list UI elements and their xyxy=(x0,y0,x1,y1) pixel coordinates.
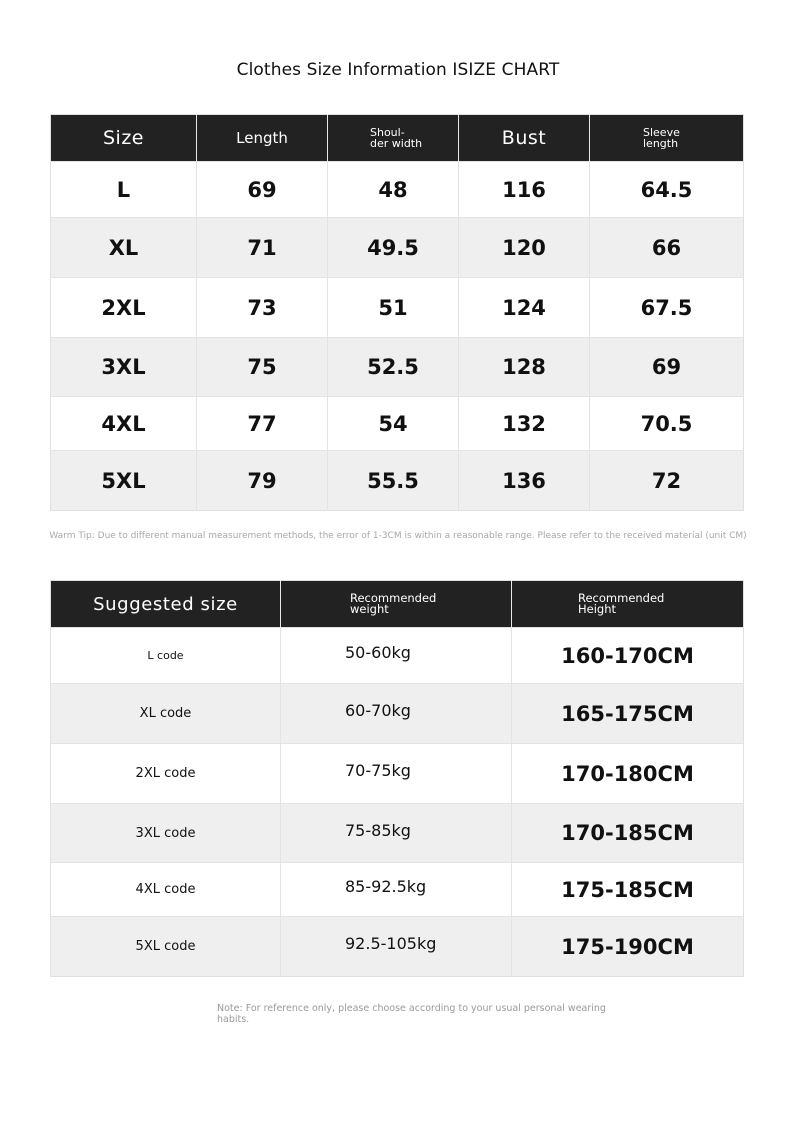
weight-value: 60-70kg xyxy=(345,701,411,720)
cell-code: 2XL code xyxy=(51,744,281,804)
cell-shoulder: 48 xyxy=(328,162,459,218)
weight-value: 75-85kg xyxy=(345,820,411,840)
header-suggested-size: Suggested size xyxy=(51,581,281,628)
cell-bust: 132 xyxy=(459,397,590,451)
cell-height: 170-185CM xyxy=(512,804,744,863)
header-shoulder-line1: Shoul- xyxy=(370,126,405,139)
header-shoulder-line2: der width xyxy=(370,137,423,150)
cell-size: 5XL xyxy=(51,451,197,511)
table-row xyxy=(51,218,744,278)
header-sleeve-line1: Sleeve xyxy=(643,126,680,139)
cell-size: XL xyxy=(51,218,197,278)
header-shoulder-width xyxy=(328,115,459,162)
cell-code: 5XL code xyxy=(51,917,281,977)
size-table-header-row xyxy=(51,115,744,162)
cell-bust: 120 xyxy=(459,218,590,278)
table-row xyxy=(51,628,744,684)
header-sleeve-length xyxy=(590,115,744,162)
reference-note: Note: For reference only, please choose according to your usual personal wearing habits. xyxy=(217,1003,606,1025)
cell-shoulder: 52.5 xyxy=(328,338,459,397)
cell-shoulder: 55.5 xyxy=(328,451,459,511)
cell-sleeve: 69 xyxy=(590,338,744,397)
cell-sleeve: 67.5 xyxy=(590,278,744,338)
table-row xyxy=(51,338,744,397)
warm-tip: Warm Tip: Due to different manual measurement methods, the error of 1-3CM is within a reasonable range. Please refer to the received material (unit CM) xyxy=(49,531,747,541)
header-height-line1: Recommended xyxy=(578,591,665,605)
suggest-table-header-row xyxy=(51,581,744,628)
cell-size: L xyxy=(51,162,197,218)
table-row xyxy=(51,451,744,511)
table-row xyxy=(51,804,744,863)
cell-weight xyxy=(281,744,512,804)
cell-code: 4XL code xyxy=(51,863,281,917)
table-row xyxy=(51,863,744,917)
cell-code: 3XL code xyxy=(51,804,281,863)
weight-value: 85-92.5kg xyxy=(345,877,427,896)
header-weight-line1: Recommended xyxy=(350,591,437,605)
cell-bust: 116 xyxy=(459,162,590,218)
cell-height: 175-185CM xyxy=(512,863,744,917)
cell-length: 79 xyxy=(197,451,328,511)
header-weight-line2: weight xyxy=(350,602,389,616)
cell-weight xyxy=(281,917,512,977)
cell-size: 2XL xyxy=(51,278,197,338)
table-row xyxy=(51,684,744,744)
suggested-size-table xyxy=(50,580,744,977)
header-bust: Bust xyxy=(459,115,590,162)
cell-size: 3XL xyxy=(51,338,197,397)
table-row xyxy=(51,917,744,977)
cell-weight xyxy=(281,628,512,684)
header-recommended-height xyxy=(512,581,744,628)
cell-sleeve: 72 xyxy=(590,451,744,511)
weight-value: 70-75kg xyxy=(345,761,411,780)
cell-height: 175-190CM xyxy=(512,917,744,977)
cell-code: L code xyxy=(51,628,281,684)
cell-length: 71 xyxy=(197,218,328,278)
cell-weight xyxy=(281,684,512,744)
table-row xyxy=(51,162,744,218)
cell-shoulder: 51 xyxy=(328,278,459,338)
cell-sleeve: 70.5 xyxy=(590,397,744,451)
page-title: Clothes Size Information ISIZE CHART xyxy=(236,60,560,80)
cell-shoulder: 49.5 xyxy=(328,218,459,278)
cell-sleeve: 64.5 xyxy=(590,162,744,218)
cell-weight xyxy=(281,804,512,863)
header-length: Length xyxy=(197,115,328,162)
cell-length: 69 xyxy=(197,162,328,218)
cell-height: 160-170CM xyxy=(512,628,744,684)
cell-length: 75 xyxy=(197,338,328,397)
cell-height: 170-180CM xyxy=(512,744,744,804)
table-row xyxy=(51,744,744,804)
cell-shoulder: 54 xyxy=(328,397,459,451)
cell-length: 77 xyxy=(197,397,328,451)
table-row xyxy=(51,278,744,338)
cell-size: 4XL xyxy=(51,397,197,451)
weight-value: 92.5-105kg xyxy=(345,934,437,953)
header-sleeve-line2: length xyxy=(643,137,679,150)
cell-code: XL code xyxy=(51,684,281,744)
weight-value: 50-60kg xyxy=(345,643,411,662)
cell-sleeve: 66 xyxy=(590,218,744,278)
table-row xyxy=(51,397,744,451)
cell-weight xyxy=(281,863,512,917)
header-height-line2: Height xyxy=(578,602,617,616)
header-recommended-weight xyxy=(281,581,512,628)
cell-bust: 128 xyxy=(459,338,590,397)
cell-height: 165-175CM xyxy=(512,684,744,744)
header-size: Size xyxy=(51,115,197,162)
size-chart-table xyxy=(50,114,744,511)
cell-bust: 136 xyxy=(459,451,590,511)
cell-bust: 124 xyxy=(459,278,590,338)
cell-length: 73 xyxy=(197,278,328,338)
